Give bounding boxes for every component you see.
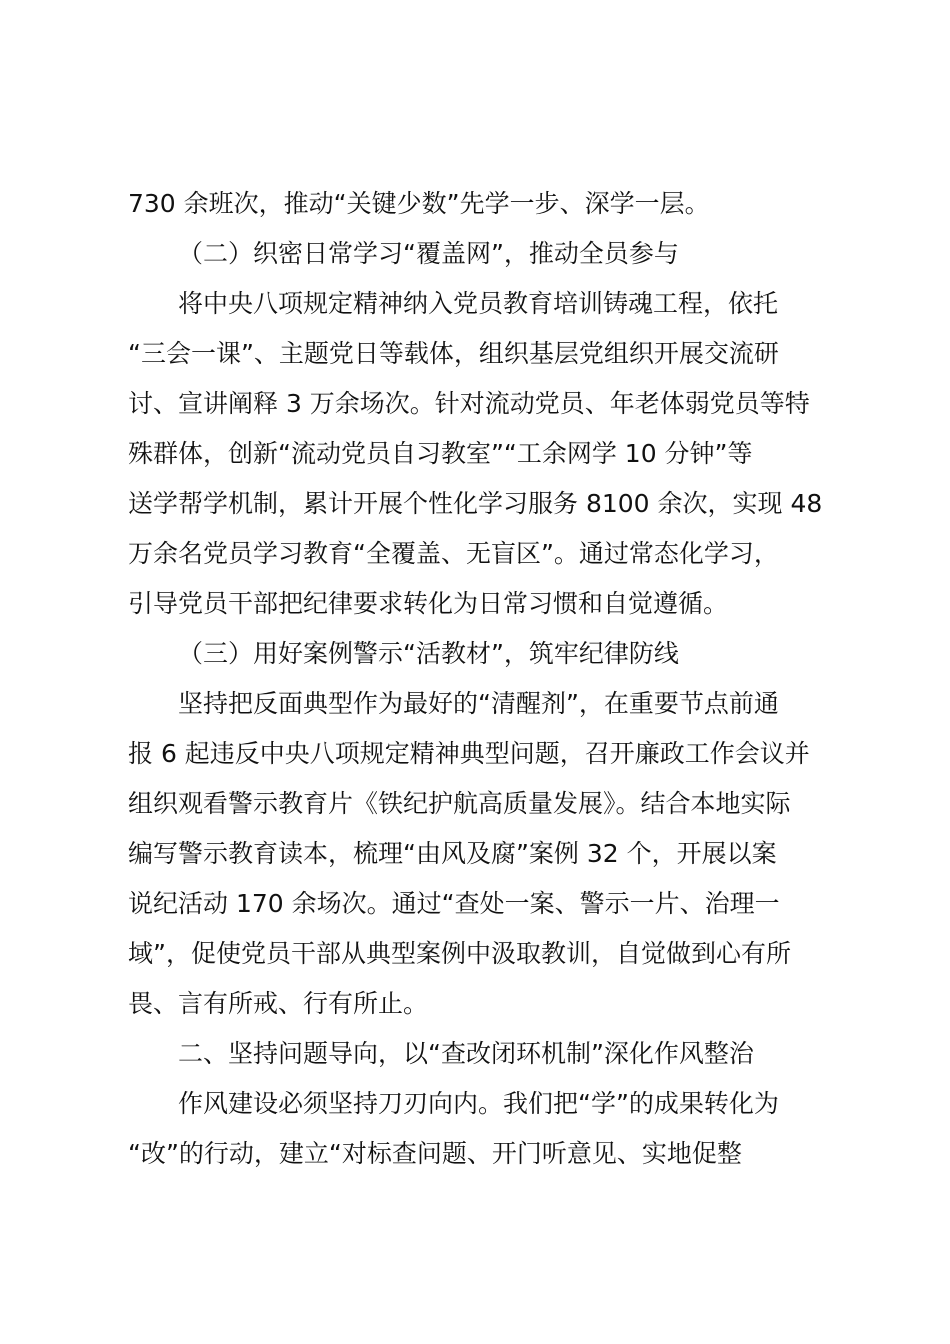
section-heading: 二、坚持问题导向，以“查改闭环机制”深化作风整治: [178, 1039, 754, 1068]
paragraph-line: 730 余班次，推动“关键少数”先学一步、深学一层。: [128, 189, 710, 218]
paragraph-line: 送学帮学机制，累计开展个性化学习服务 8100 余次，实现 48: [128, 489, 823, 518]
paragraph-line: 畏、言有所戒、行有所止。: [128, 989, 429, 1018]
paragraph-line: 引导党员干部把纪律要求转化为日常习惯和自觉遵循。: [128, 589, 729, 618]
paragraph-line: 编写警示教育读本，梳理“由风及腐”案例 32 个，开展以案: [128, 839, 777, 868]
paragraph-line: 讨、宣讲阐释 3 万余场次。针对流动党员、年老体弱党员等特: [128, 389, 810, 418]
paragraph-line: 域”，促使党员干部从典型案例中汲取教训，自觉做到心有所: [128, 939, 791, 968]
paragraph-line: 殊群体，创新“流动党员自习教室”“工余网学 10 分钟”等: [128, 439, 753, 468]
paragraph-line: 报 6 起违反中央八项规定精神典型问题，召开廉政工作会议并: [128, 739, 810, 768]
paragraph-line: 将中央八项规定精神纳入党员教育培训铸魂工程，依托: [178, 289, 779, 318]
paragraph-line: 说纪活动 170 余场次。通过“查处一案、警示一片、治理一: [128, 889, 780, 918]
section-heading: （三）用好案例警示“活教材”，筑牢纪律防线: [178, 639, 679, 668]
paragraph-line: 万余名党员学习教育“全覆盖、无盲区”。通过常态化学习，: [128, 539, 779, 568]
section-heading: （二）织密日常学习“覆盖网”，推动全员参与: [178, 239, 679, 268]
paragraph-line: 组织观看警示教育片《铁纪护航高质量发展》。结合本地实际: [128, 789, 791, 818]
paragraph-line: 作风建设必须坚持刀刃向内。我们把“学”的成果转化为: [178, 1089, 779, 1118]
paragraph-line: “三会一课”、主题党日等载体，组织基层党组织开展交流研: [128, 339, 779, 368]
paragraph-line: “改”的行动，建立“对标查问题、开门听意见、实地促整: [128, 1139, 742, 1168]
paragraph-line: 坚持把反面典型作为最好的“清醒剂”，在重要节点前通: [178, 689, 779, 718]
